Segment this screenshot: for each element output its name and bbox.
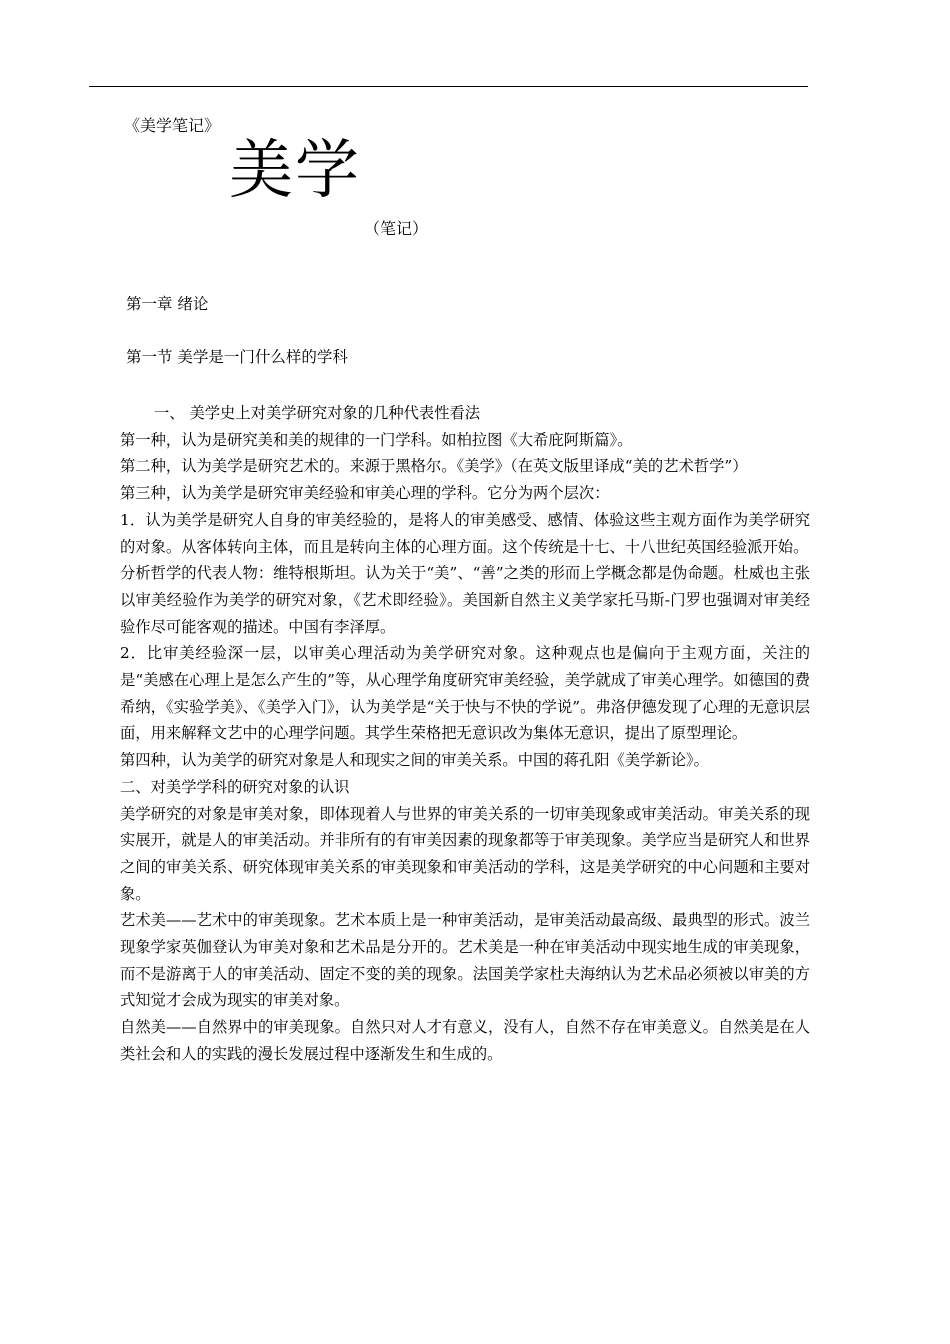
paragraph: 第三种，认为美学是研究审美经验和审美心理的学科。它分为两个层次： [120,484,610,503]
subsection-heading: 一、 美学史上对美学研究对象的几种代表性看法 [154,404,481,422]
document-title: 美学 [229,134,361,208]
chapter-heading: 第一章 绪论 [126,295,209,313]
paragraph: 第四种，认为美学的研究对象是人和现实之间的审美关系。中国的蒋孔阳《美学新论》。 [120,751,709,770]
paragraph: 1．认为美学是研究人自身的审美经验的，是将人的审美感受、感情、体验这些主观方面作为美学研究的对象。从客体转向主体，而且是转向主体的心理方面。这个传统是十七、十八世纪英国经验派开始。 [120,510,810,556]
body-text [120,400,810,1068]
paragraph: 第一种，认为是研究美和美的规律的一门学科。如柏拉图《大希庇阿斯篇》。 [120,430,633,449]
document-tag: 《美学笔记》 [124,116,221,135]
paragraph: 自然美——自然界中的审美现象。自然只对人才有意义，没有人，自然不存在审美意义。自然美是在人类社会和人的实践的漫长发展过程中逐渐发生和生成的。 [120,1018,810,1063]
paragraph: 分析哲学的代表人物：维特根斯坦。认为关于“美”、“善”之类的形而上学概念都是伪命题。杜威也主张以审美经验作为美学的研究对象，《艺术即经验》。美国新自然主义美学家托马斯-门罗也强调对审美经验作尽可能客观的描述。中国有李泽厚。 [120,564,810,636]
paragraph: 2．比审美经验深一层，以审美心理活动为美学研究对象。这种观点也是偏向于主观方面，关注的是“美感在心理上是怎么产生的”等，从心理学角度研究审美经验，美学就成了审美心理学。如德国的费希纳，《实验学美》、《美学入门》，认为美学是“关于快与不快的学说”。弗洛伊德发现了心理的无意识层面，用来解释文艺中的心理学问题。其学生荣格把无意识改为集体无意识，提出了原型理论。 [120,644,810,743]
paragraph: 第二种，认为美学是研究艺术的。来源于黑格尔。《美学》（在英文版里译成“美的艺术哲学”） [120,457,748,476]
subsection-heading: 二、对美学学科的研究对象的认识 [120,777,350,796]
document-subtitle: （笔记） [364,219,429,238]
paragraph: 美学研究的对象是审美对象，即体现着人与世界的审美关系的一切审美现象或审美活动。审美关系的现实展开，就是人的审美活动。并非所有的有审美因素的现象都等于审美现象。美学应当是研究人和世界之间的审美关系、研究体现审美关系的审美现象和审美活动的学科，这是美学研究的中心问题和主要对象。 [120,804,810,903]
header-rule [89,86,808,87]
paragraph: 艺术美——艺术中的审美现象。艺术本质上是一种审美活动，是审美活动最高级、最典型的形式。波兰现象学家英伽登认为审美对象和艺术品是分开的。艺术美是一种在审美活动中现实地生成的审美现象，而不是游离于人的审美活动、固定不变的美的现象。法国美学家杜夫海纳认为艺术品必须被以审美的方式知觉才会成为现实的审美对象。 [120,911,810,1010]
section-heading: 第一节 美学是一门什么样的学科 [126,348,348,366]
